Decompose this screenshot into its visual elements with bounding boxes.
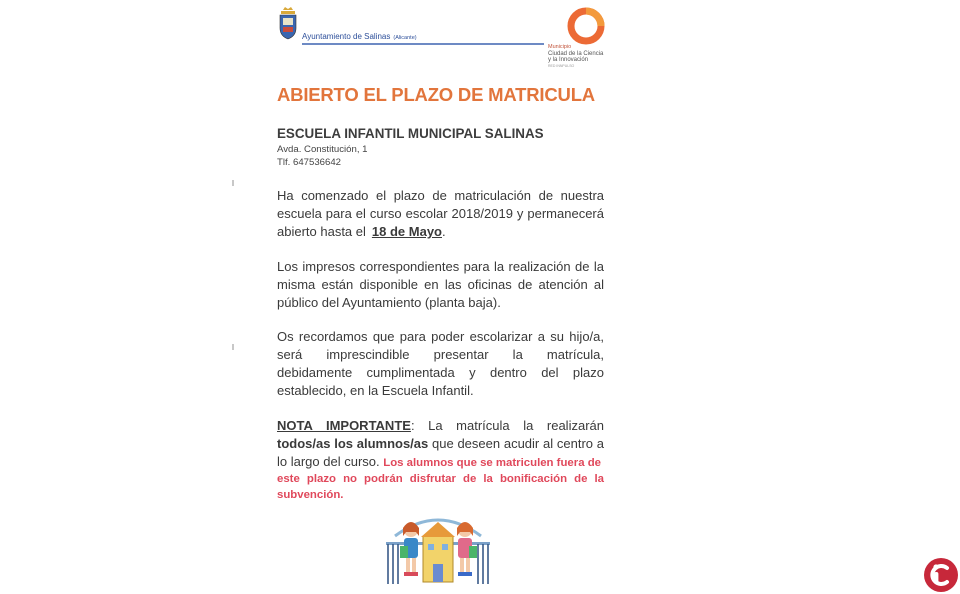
para1-line2: escuela para el curso escolar 2018/2019 y permanecerá [277, 206, 604, 221]
para1-line3: abierto hasta el 18 de Mayo. [277, 224, 446, 239]
site-logo-badge[interactable] [924, 558, 958, 592]
city-slogan-line1: Ciudad de la Ciencia [548, 51, 604, 57]
para3-line1: Os recordamos que para poder escolarizar a su hijo/a, [277, 329, 604, 344]
para1-line1: Ha comenzado el plazo de matriculación de nuestra [277, 188, 604, 203]
para2-line1: Los impresos correspondientes para la realización de la [277, 259, 604, 274]
school-children-illustration [383, 506, 493, 586]
school-address: Avda. Constitución, 1 [277, 144, 368, 155]
scan-mark [232, 344, 234, 350]
city-ring-logo [566, 6, 606, 46]
warning-line3: subvención. [277, 489, 344, 501]
nota-line2: todos/as los alumnos/as que deseen acudir al centro a [277, 436, 604, 451]
warning-line2: este plazo no podrán disfrutar de la bonificación de la [277, 473, 604, 485]
city-label: Municipio [548, 44, 572, 50]
para2-line3: público del Ayuntamiento (planta baja). [277, 295, 501, 310]
city-slogan-line2: y la Innovación [548, 57, 589, 63]
site-logo-icon [924, 558, 958, 592]
deadline-date: 18 de Mayo [371, 224, 442, 239]
town-crest-icon [277, 6, 299, 40]
para3-line2: será imprescindible presentar la matrícula, [277, 347, 604, 362]
warning-text: Los alumnos que se matriculen fuera de [383, 457, 601, 469]
school-phone: Tlf. 647536642 [277, 157, 342, 168]
town-name: Ayuntamiento de Salinas (Alicante) [302, 32, 417, 41]
nota-label: NOTA IMPORTANTE [277, 418, 411, 433]
header-rule [302, 43, 544, 45]
para3-line4: establecido, en la Escuela Infantil. [277, 383, 474, 398]
nota-line1: NOTA IMPORTANTE: La matrícula la realizarán [277, 418, 604, 433]
para3-line3: debidamente cumplimentada y dentro del plazo [277, 365, 604, 380]
school-name: ESCUELA INFANTIL MUNICIPAL SALINAS [277, 126, 544, 141]
page-title: ABIERTO EL PLAZO DE MATRICULA [277, 84, 595, 105]
city-small-text: RED INNPULSO [548, 64, 575, 68]
nota-line3: lo largo del curso. Los alumnos que se matriculen fuera de [277, 454, 601, 469]
scan-mark [232, 180, 234, 186]
para2-line2: misma están disponible en las oficinas de atención al [277, 277, 604, 292]
